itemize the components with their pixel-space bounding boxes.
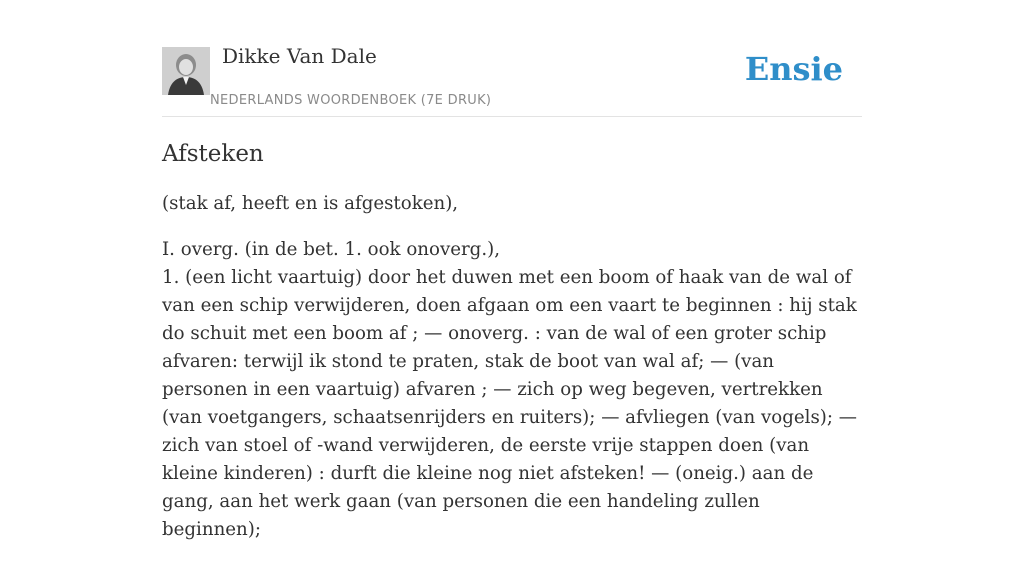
entry-forms: (stak af, heeft en is afgestoken), [162, 193, 459, 214]
author-avatar[interactable] [162, 47, 210, 95]
source-name[interactable]: NEDERLANDS WOORDENBOEK (7E DRUK) [210, 93, 492, 108]
author-name[interactable]: Dikke Van Dale [222, 44, 377, 68]
ensie-logo[interactable]: Ensie [744, 50, 843, 88]
entry-content [162, 138, 862, 562]
page-title: Afsteken [162, 141, 264, 167]
portrait-icon [162, 47, 210, 95]
entry-header [162, 0, 862, 117]
entry-definition: I. overg. (in de bet. 1. ook onoverg.), 1. (een licht vaartuig) door het duwen met een boom of haak van de wal of van een schip verwijderen, doen afgaan om een vaart te beginnen : hij stak do schuit met een boom af ; — onoverg. : van de wal of een groter schip afvaren: terwijl ik stond te praten, stak de boot van wal af; — (van personen in een vaartuig) afvaren ; — zich op weg begeven, vertrekken (van voetgangers, schaatsenrijders en ruiters); — afvliegen (van vogels); — zich van stoel of -wand verwijderen, de eerste vrije stappen doen (van kleine kinderen) : durft die kleine nog niet afsteken! — (oneig.) aan de gang, aan het werk gaan (van personen die een handeling zullen beginnen); [162, 239, 857, 540]
